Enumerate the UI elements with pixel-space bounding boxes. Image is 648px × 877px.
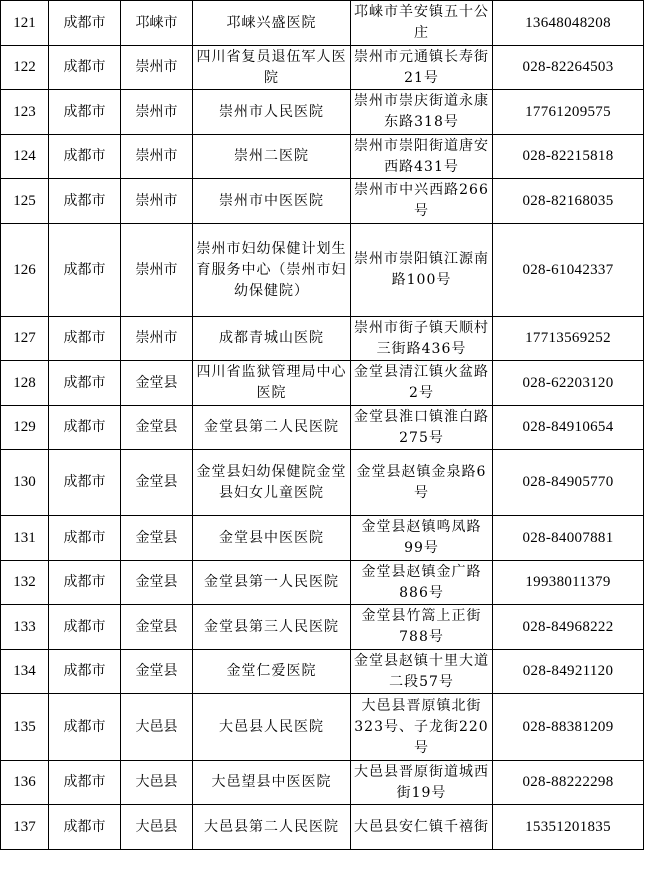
table-row (1, 317, 644, 361)
city-cell: 成都市 (49, 179, 121, 224)
address-cell: 崇州市崇阳街道唐安西路431号 (351, 135, 493, 179)
address-cell: 金堂县赵镇十里大道二段57号 (351, 650, 493, 694)
city-cell: 成都市 (49, 406, 121, 450)
county-cell: 大邑县 (121, 805, 193, 850)
address-cell: 金堂县赵镇鸣凤路99号 (351, 516, 493, 561)
address-cell: 金堂县赵镇金广路886号 (351, 561, 493, 605)
table-row (1, 406, 644, 450)
hospital-name-cell: 成都青城山医院 (193, 317, 351, 361)
hospital-table-body (1, 1, 644, 850)
address-cell: 金堂县淮口镇淮白路275号 (351, 406, 493, 450)
county-cell: 崇州市 (121, 179, 193, 224)
city-cell: 成都市 (49, 135, 121, 179)
city-cell: 成都市 (49, 450, 121, 516)
address-cell: 崇州市崇庆街道永康东路318号 (351, 90, 493, 135)
hospital-name-cell: 金堂县妇幼保健院金堂县妇女儿童医院 (193, 450, 351, 516)
phone-cell: 028-84905770 (493, 450, 644, 516)
row-number: 132 (1, 561, 49, 605)
address-cell: 崇州市崇阳镇江源南路100号 (351, 224, 493, 317)
row-number: 129 (1, 406, 49, 450)
county-cell: 金堂县 (121, 406, 193, 450)
address-cell: 金堂县赵镇金泉路6号 (351, 450, 493, 516)
hospital-name-cell: 大邑县人民医院 (193, 694, 351, 761)
county-cell: 金堂县 (121, 650, 193, 694)
hospital-name-cell: 金堂县第一人民医院 (193, 561, 351, 605)
address-cell: 大邑县晋原镇北街323号、子龙街220号 (351, 694, 493, 761)
table-row (1, 46, 644, 90)
hospital-name-cell: 大邑县第二人民医院 (193, 805, 351, 850)
hospital-name-cell: 金堂县第二人民医院 (193, 406, 351, 450)
hospital-name-cell: 四川省复员退伍军人医院 (193, 46, 351, 90)
city-cell: 成都市 (49, 805, 121, 850)
row-number: 125 (1, 179, 49, 224)
table-row (1, 135, 644, 179)
hospital-name-cell: 崇州市中医医院 (193, 179, 351, 224)
row-number: 137 (1, 805, 49, 850)
county-cell: 崇州市 (121, 90, 193, 135)
row-number: 135 (1, 694, 49, 761)
phone-cell: 028-88222298 (493, 761, 644, 805)
city-cell: 成都市 (49, 90, 121, 135)
table-row (1, 224, 644, 317)
row-number: 134 (1, 650, 49, 694)
table-row (1, 361, 644, 406)
address-cell: 崇州市街子镇天顺村三街路436号 (351, 317, 493, 361)
table-row (1, 450, 644, 516)
county-cell: 崇州市 (121, 46, 193, 90)
hospital-name-cell: 金堂县第三人民医院 (193, 605, 351, 650)
address-cell: 大邑县安仁镇千禧街 (351, 805, 493, 850)
city-cell: 成都市 (49, 1, 121, 46)
row-number: 127 (1, 317, 49, 361)
table-row (1, 90, 644, 135)
phone-cell: 028-84910654 (493, 406, 644, 450)
hospital-name-cell: 金堂县中医医院 (193, 516, 351, 561)
address-cell: 邛崃市羊安镇五十公庄 (351, 1, 493, 46)
phone-cell: 028-84007881 (493, 516, 644, 561)
row-number: 121 (1, 1, 49, 46)
table-row (1, 761, 644, 805)
phone-cell: 028-62203120 (493, 361, 644, 406)
address-cell: 金堂县清江镇火盆路2号 (351, 361, 493, 406)
hospital-name-cell: 四川省监狱管理局中心医院 (193, 361, 351, 406)
row-number: 131 (1, 516, 49, 561)
table-row (1, 650, 644, 694)
hospital-name-cell: 崇州二医院 (193, 135, 351, 179)
city-cell: 成都市 (49, 516, 121, 561)
table-row (1, 605, 644, 650)
city-cell: 成都市 (49, 317, 121, 361)
table-row (1, 1, 644, 46)
table-row (1, 179, 644, 224)
city-cell: 成都市 (49, 761, 121, 805)
hospital-name-cell: 金堂仁爱医院 (193, 650, 351, 694)
hospital-name-cell: 邛崃兴盛医院 (193, 1, 351, 46)
address-cell: 崇州市中兴西路266号 (351, 179, 493, 224)
table-row (1, 805, 644, 850)
phone-cell: 028-84921120 (493, 650, 644, 694)
county-cell: 金堂县 (121, 605, 193, 650)
phone-cell: 17713569252 (493, 317, 644, 361)
row-number: 130 (1, 450, 49, 516)
row-number: 126 (1, 224, 49, 317)
county-cell: 金堂县 (121, 450, 193, 516)
city-cell: 成都市 (49, 605, 121, 650)
phone-cell: 13648048208 (493, 1, 644, 46)
city-cell: 成都市 (49, 650, 121, 694)
hospital-name-cell: 崇州市人民医院 (193, 90, 351, 135)
table-row (1, 516, 644, 561)
address-cell: 大邑县晋原街道城西街19号 (351, 761, 493, 805)
phone-cell: 028-82264503 (493, 46, 644, 90)
county-cell: 金堂县 (121, 516, 193, 561)
phone-cell: 028-84968222 (493, 605, 644, 650)
city-cell: 成都市 (49, 224, 121, 317)
hospital-name-cell: 崇州市妇幼保健计划生育服务中心（崇州市妇幼保健院） (193, 224, 351, 317)
city-cell: 成都市 (49, 694, 121, 761)
phone-cell: 17761209575 (493, 90, 644, 135)
phone-cell: 028-82215818 (493, 135, 644, 179)
city-cell: 成都市 (49, 561, 121, 605)
phone-cell: 19938011379 (493, 561, 644, 605)
county-cell: 崇州市 (121, 317, 193, 361)
county-cell: 崇州市 (121, 135, 193, 179)
table-row (1, 694, 644, 761)
city-cell: 成都市 (49, 361, 121, 406)
county-cell: 大邑县 (121, 694, 193, 761)
city-cell: 成都市 (49, 46, 121, 90)
phone-cell: 15351201835 (493, 805, 644, 850)
county-cell: 邛崃市 (121, 1, 193, 46)
phone-cell: 028-61042337 (493, 224, 644, 317)
phone-cell: 028-88381209 (493, 694, 644, 761)
phone-cell: 028-82168035 (493, 179, 644, 224)
county-cell: 金堂县 (121, 561, 193, 605)
table-row (1, 561, 644, 605)
address-cell: 金堂县竹篙上正街788号 (351, 605, 493, 650)
row-number: 122 (1, 46, 49, 90)
row-number: 133 (1, 605, 49, 650)
hospital-name-cell: 大邑望县中医医院 (193, 761, 351, 805)
county-cell: 崇州市 (121, 224, 193, 317)
row-number: 124 (1, 135, 49, 179)
county-cell: 大邑县 (121, 761, 193, 805)
address-cell: 崇州市元通镇长寿街21号 (351, 46, 493, 90)
row-number: 128 (1, 361, 49, 406)
row-number: 136 (1, 761, 49, 805)
row-number: 123 (1, 90, 49, 135)
county-cell: 金堂县 (121, 361, 193, 406)
